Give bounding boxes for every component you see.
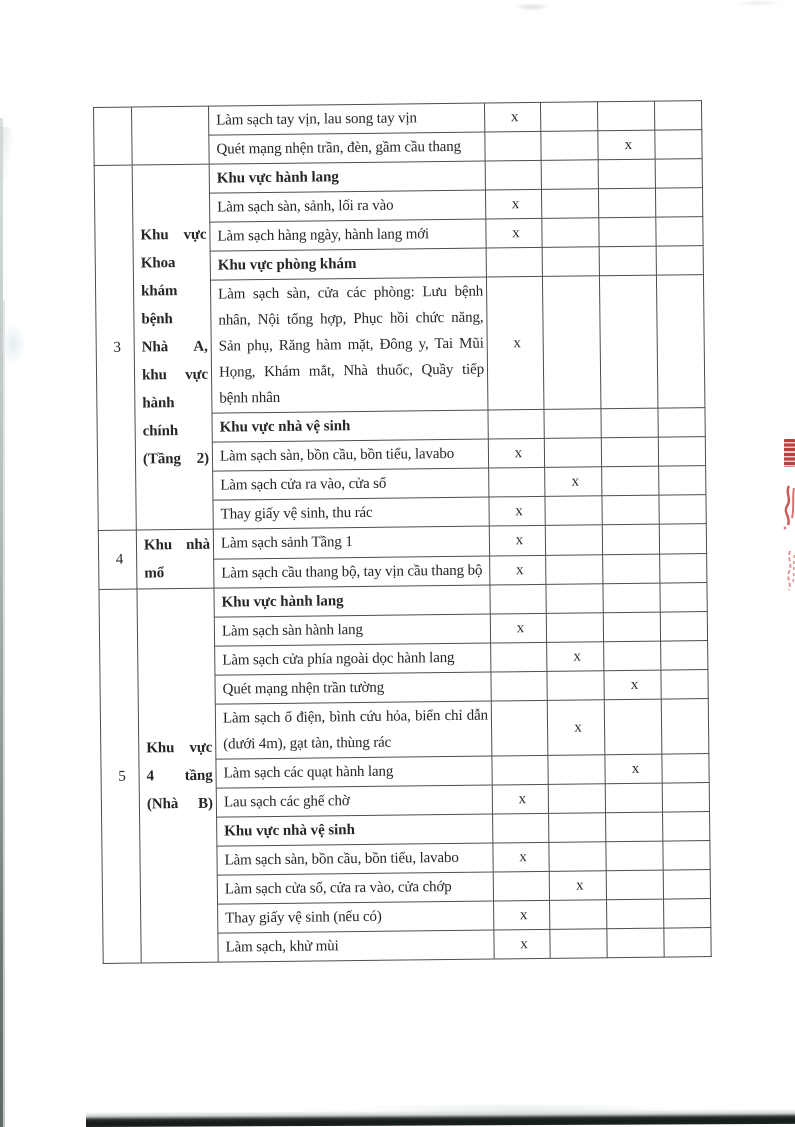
section-number-cell: 3 xyxy=(94,165,136,530)
scan-smudge-top-right xyxy=(735,0,783,6)
task-cell: Làm sạch sàn hành lang xyxy=(214,614,490,646)
area-name-word: Khu xyxy=(140,227,169,244)
red-ink-strokes xyxy=(781,550,795,592)
area-name-word: vực xyxy=(183,226,207,243)
mark-cell xyxy=(491,671,547,701)
mark-cell: x xyxy=(492,784,548,814)
area-name-line xyxy=(142,333,208,362)
mark-cell xyxy=(546,554,603,584)
mark-cell: x xyxy=(493,842,549,872)
mark-cell xyxy=(485,160,541,190)
mark-cell xyxy=(604,699,662,755)
mark-cell: x xyxy=(494,929,550,959)
area-name-word: vực xyxy=(189,739,213,756)
mark-cell xyxy=(655,159,702,189)
red-ink-strokes xyxy=(779,485,795,530)
mark-cell xyxy=(541,189,598,219)
mark-cell: x xyxy=(605,754,662,784)
mark-cell xyxy=(659,466,706,496)
mark-cell xyxy=(599,246,656,276)
mark-cell xyxy=(660,553,707,583)
area-name-line: chính xyxy=(142,423,179,440)
mark-cell xyxy=(605,783,662,813)
mark-cell xyxy=(656,217,703,247)
mark-cell xyxy=(550,900,607,930)
task-cell: Lau sạch các ghế chờ xyxy=(216,785,492,817)
task-cell: Làm sạch sàn, bồn cầu, bồn tiểu, lavabo xyxy=(212,439,488,471)
task-cell: Làm sạch ổ điện, bình cứu hỏa, biển chỉ dẫn (dưới 4m), gạt tàn, thùng rác xyxy=(215,701,492,759)
mark-cell xyxy=(658,408,705,438)
subheader-cell: Khu vực nhà vệ sinh xyxy=(217,814,493,846)
mark-cell xyxy=(607,899,664,929)
mark-cell xyxy=(603,583,660,613)
scan-smudge-top-center xyxy=(514,3,550,11)
section-number-cell xyxy=(94,107,133,165)
mark-cell: x xyxy=(494,900,550,930)
mark-cell xyxy=(664,899,711,929)
mark-cell xyxy=(542,276,601,410)
mark-cell: x xyxy=(488,438,544,468)
mark-cell: x xyxy=(489,525,545,555)
area-name-line xyxy=(142,361,208,390)
mark-cell xyxy=(603,612,660,642)
mark-cell: x xyxy=(549,871,606,901)
area-name-cell xyxy=(137,588,218,963)
mark-cell xyxy=(662,754,709,784)
mark-cell xyxy=(606,841,663,871)
task-cell: Làm sạch sàn, sảnh, lối ra vào xyxy=(209,190,485,222)
mark-cell xyxy=(662,783,709,813)
mark-cell xyxy=(663,812,710,842)
scan-smudge-bottom xyxy=(350,1103,680,1115)
area-name-line xyxy=(143,445,209,474)
mark-cell xyxy=(655,130,702,160)
task-cell: Làm sạch sảnh Tầng 1 xyxy=(213,526,489,559)
mark-cell xyxy=(545,525,602,555)
area-name-word: Khu xyxy=(146,739,175,756)
area-name-word: A, xyxy=(193,338,208,355)
area-name-word: nhà xyxy=(185,536,211,553)
task-cell: Làm sạch tay vịn, lau song tay vịn xyxy=(208,103,484,135)
mark-cell xyxy=(656,275,705,409)
area-name-word: Nhà xyxy=(141,339,169,356)
mark-cell xyxy=(658,437,705,467)
task-cell: Làm sạch, khử mùi xyxy=(218,930,494,962)
area-name-line xyxy=(146,761,212,790)
mark-cell xyxy=(656,246,703,276)
mark-cell: x xyxy=(604,670,661,700)
area-name-word: (Nhà xyxy=(146,795,179,812)
mark-cell xyxy=(491,700,548,756)
scanner-bottom-band xyxy=(86,1109,795,1127)
mark-cell xyxy=(544,409,601,439)
mark-cell xyxy=(544,438,601,468)
mark-cell xyxy=(655,188,702,218)
area-name-line: mổ xyxy=(144,565,165,582)
mark-cell xyxy=(493,813,549,843)
task-cell: Thay giấy vệ sinh (nếu có) xyxy=(218,901,494,933)
mark-cell xyxy=(601,437,658,467)
task-cell: Làm sạch các quạt hành lang xyxy=(216,756,492,788)
area-name-cell xyxy=(132,106,210,165)
area-name-line: Khoa xyxy=(140,255,176,272)
mark-cell xyxy=(660,583,707,613)
area-name-line: bệnh xyxy=(141,311,173,328)
area-name-word: khu xyxy=(141,367,167,384)
mark-cell: x xyxy=(484,102,540,132)
area-name-word: tầng xyxy=(184,767,213,784)
mark-cell xyxy=(542,247,599,277)
mark-cell xyxy=(549,842,606,872)
area-name-word: vực xyxy=(185,366,209,383)
mark-cell xyxy=(599,275,658,409)
mark-cell xyxy=(548,784,605,814)
area-name-line xyxy=(140,221,206,250)
mark-cell: x xyxy=(598,130,655,160)
area-name-word: (Tầng xyxy=(142,451,181,468)
area-name-line: hành xyxy=(142,395,175,412)
scan-smudge-top-left xyxy=(0,127,14,181)
mark-cell: x xyxy=(545,467,602,497)
task-cell: Làm sạch cửa sổ, cửa ra vào, cửa chớp xyxy=(217,872,493,904)
mark-cell xyxy=(659,524,706,554)
mark-cell xyxy=(601,408,658,438)
subheader-cell: Khu vực phòng khám xyxy=(210,248,486,280)
mark-cell xyxy=(661,670,708,700)
mark-cell xyxy=(489,467,545,497)
mark-cell xyxy=(545,496,602,526)
mark-cell xyxy=(541,131,598,161)
subheader-cell: Khu vực hành lang xyxy=(214,585,490,617)
mark-cell xyxy=(540,102,597,132)
section-number-cell: 5 xyxy=(99,589,141,963)
mark-cell xyxy=(598,188,655,218)
mark-cell xyxy=(606,812,663,842)
task-cell: Làm sạch sàn, bồn cầu, bồn tiểu, lavabo xyxy=(217,843,493,875)
scan-edge-strip-inner xyxy=(3,300,5,1127)
task-cell: Thay giấy vệ sinh, thu rác xyxy=(213,497,489,529)
task-cell: Làm sạch cửa ra vào, cửa sổ xyxy=(213,468,489,500)
mark-cell xyxy=(660,612,707,642)
mark-cell xyxy=(493,871,549,901)
mark-cell xyxy=(604,641,661,671)
task-cell: Quét mạng nhện trần tường xyxy=(215,672,491,704)
mark-cell xyxy=(547,671,604,701)
cleaning-schedule-table-wrapper xyxy=(93,100,712,964)
mark-cell xyxy=(607,928,664,958)
mark-cell xyxy=(663,870,710,900)
mark-cell xyxy=(491,642,547,672)
task-cell: Làm sạch sàn, cửa các phòng: Lưu bệnh nhân, Nội tổng hợp, Phục hồi chức năng, Sản phụ, Răng hàm mặt, Đông y, Tai Mũi Họng, Khám mắt, Nhà thuốc, Quầy tiếp bệnh nhân xyxy=(210,277,487,413)
mark-cell xyxy=(485,131,541,161)
mark-cell: x xyxy=(547,700,605,756)
mark-cell: x xyxy=(547,642,604,672)
mark-cell: x xyxy=(486,276,544,410)
task-cell: Làm sạch hàng ngày, hành lang mới xyxy=(210,219,486,251)
mark-cell xyxy=(664,928,711,958)
mark-cell xyxy=(606,870,663,900)
area-name-line: khám xyxy=(141,283,178,300)
mark-cell: x xyxy=(490,555,546,585)
subheader-cell: Khu vực hành lang xyxy=(209,161,485,193)
task-cell: Làm sạch cửa phía ngoài dọc hành lang xyxy=(215,643,491,675)
mark-cell xyxy=(654,101,701,131)
area-name-line xyxy=(146,733,212,762)
area-name-word: Khu xyxy=(143,537,173,554)
mark-cell xyxy=(659,495,706,525)
area-name-cell xyxy=(132,164,213,530)
mark-cell xyxy=(599,217,656,247)
mark-cell: x xyxy=(486,218,542,248)
area-name-word: B) xyxy=(198,795,213,812)
mark-cell xyxy=(550,929,607,959)
mark-cell xyxy=(542,218,599,248)
mark-cell xyxy=(603,554,660,584)
area-name-cell xyxy=(136,529,214,589)
mark-cell xyxy=(549,813,606,843)
mark-cell xyxy=(546,584,603,614)
mark-cell xyxy=(548,755,605,785)
mark-cell xyxy=(661,699,709,755)
mark-cell xyxy=(661,641,708,671)
cleaning-schedule-table xyxy=(93,100,712,964)
mark-cell xyxy=(492,755,548,785)
scan-edge-strip xyxy=(0,118,3,1127)
red-ink-fragment xyxy=(784,439,795,467)
mark-cell: x xyxy=(490,613,546,643)
task-cell: Quét mạng nhện trần, đèn, gầm cầu thang xyxy=(209,132,485,164)
area-name-line xyxy=(144,531,210,560)
red-ink-fragment xyxy=(781,550,795,592)
subheader-cell: Khu vực nhà vệ sinh xyxy=(212,410,488,442)
mark-cell xyxy=(486,247,542,277)
area-name-line xyxy=(147,789,213,818)
section-number-cell: 4 xyxy=(98,530,137,589)
mark-cell: x xyxy=(485,189,541,219)
mark-cell xyxy=(546,613,603,643)
mark-cell xyxy=(488,409,544,439)
mark-cell xyxy=(597,101,654,131)
area-name-word: 4 xyxy=(146,767,155,784)
area-name-word: 2) xyxy=(196,450,210,467)
mark-cell xyxy=(602,524,659,554)
mark-cell: x xyxy=(489,496,545,526)
mark-cell xyxy=(541,160,598,190)
mark-cell xyxy=(598,159,655,189)
mark-cell xyxy=(490,584,546,614)
red-ink-fragment xyxy=(779,485,795,530)
task-cell: Làm sạch cầu thang bộ, tay vịn cầu thang bộ xyxy=(214,556,490,589)
mark-cell xyxy=(602,495,659,525)
scan-smudge-blue xyxy=(0,324,26,364)
mark-cell xyxy=(663,841,710,871)
mark-cell xyxy=(602,466,659,496)
